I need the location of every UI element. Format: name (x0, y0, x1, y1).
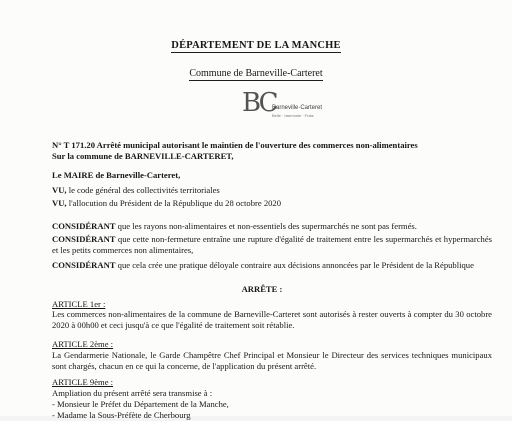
logo-tagline: Belle · harmonie · Frais (272, 113, 314, 118)
considerant-text: que cela crée une pratique déloyale contraire aux décisions annoncées par le Président de la République (115, 260, 474, 270)
considerant-3 (52, 260, 492, 271)
article-2-text: La Gendarmerie Nationale, le Garde Champêtre Chef Principal et Monsieur le Directeur des services techniques municipaux sont chargés, chacun en ce qui la concerne, de l'application du présent arrêté. (52, 350, 492, 371)
article-2-heading: ARTICLE 2ème : (52, 339, 114, 349)
article-1-heading: ARTICLE 1er : (52, 299, 106, 309)
considerant-label: CONSIDÉRANT (52, 234, 116, 244)
vu-line-1 (52, 185, 492, 196)
considerant-text: que les rayons non-alimentaires et non-essentiels des supermarchés ne sont pas fermés. (115, 221, 417, 231)
vu-text: l'allocution du Président de la République du 28 octobre 2020 (66, 198, 282, 208)
considerant-1 (52, 221, 492, 232)
vu-line-2 (52, 198, 492, 209)
logo-name (272, 105, 322, 119)
article-1-text: Les commerces non-alimentaires de la commune de Barneville-Carteret sont autorisés à rester ouverts à compter du 30 octobre 2020 à 00h00 et ceci jusqu'à ce que l'égalité de traitement soit rétablie. (52, 309, 492, 330)
considerant-label: CONSIDÉRANT (52, 221, 116, 231)
department-heading (0, 40, 512, 51)
considerant-2 (52, 234, 492, 256)
vu-text: le code général des collectivités territoriales (66, 185, 220, 195)
vu-label: VU, (52, 185, 67, 195)
logo-mark: BC (242, 88, 276, 118)
article-9-line-3: - Madame la Sous-Préfète de Cherbourg (52, 410, 191, 420)
department-title: DÉPARTEMENT DE LA MANCHE (171, 40, 341, 51)
commune-logo (242, 88, 322, 128)
mayor-line: Le MAIRE de Barneville-Carteret, (52, 170, 181, 180)
commune-heading (0, 68, 512, 79)
decree-title-line2: Sur la commune de BARNEVILLE-CARTERET, (52, 151, 234, 161)
commune-title: Commune de Barneville-Carteret (189, 68, 323, 79)
article-9-heading: ARTICLE 9ème : (52, 377, 114, 387)
vu-label: VU, (52, 198, 67, 208)
considerant-text: que cette non-fermeture entraîne une rupture d'égalité de traitement entre les supermarchés et hypermarchés et les petits commerces non alimentaires, (52, 234, 492, 255)
arrete-heading: ARRÊTE : (241, 284, 283, 294)
article-9-line-1: Ampliation du présent arrêté sera transmise à : (52, 388, 213, 398)
considerant-label: CONSIDÉRANT (52, 260, 116, 270)
logo-name-text: Barneville·Carteret (272, 105, 323, 111)
article-9-line-2: - Monsieur le Préfet du Département de la Manche, (52, 399, 229, 409)
decree-title-line1: N° T 171.20 Arrêté municipal autorisant le maintien de l'ouverture des commerces non-alimentaires (52, 140, 418, 150)
